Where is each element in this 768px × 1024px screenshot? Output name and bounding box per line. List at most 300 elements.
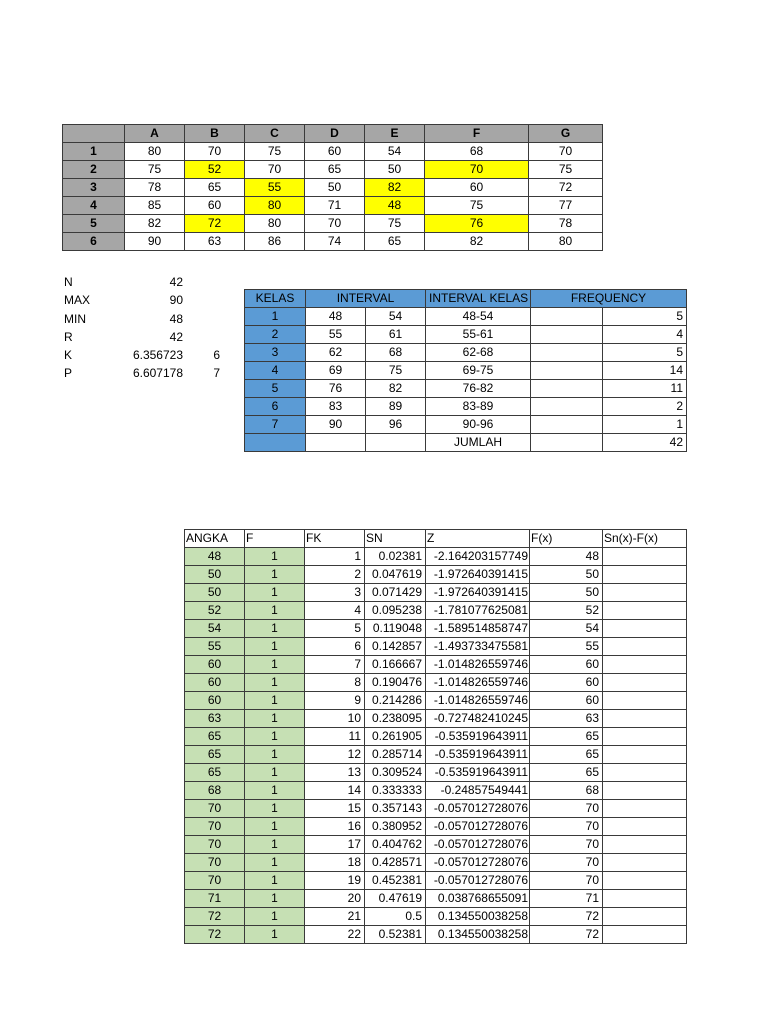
interval-kelas-cell: 55-61: [426, 326, 531, 344]
f-cell: 1: [245, 872, 305, 890]
interval-kelas-cell: 83-89: [426, 398, 531, 416]
column-header: F(x): [530, 530, 603, 548]
table-row: [185, 764, 687, 782]
table-row: [245, 326, 687, 344]
data-cell: 78: [125, 179, 185, 197]
angka-cell: 65: [185, 728, 245, 746]
data-cell: 78: [529, 215, 603, 233]
empty-cell: [531, 344, 603, 362]
angka-cell: 52: [185, 602, 245, 620]
f-cell: 1: [245, 620, 305, 638]
column-header: B: [185, 125, 245, 143]
stat-value: 48: [169, 311, 183, 326]
z-cell: -1.014826559746: [426, 674, 530, 692]
column-header: [63, 125, 125, 143]
z-cell: -0.057012728076: [426, 800, 530, 818]
f-cell: 1: [245, 548, 305, 566]
data-cell: 50: [365, 161, 425, 179]
interval-high-cell: 68: [366, 344, 426, 362]
data-cell: 82: [125, 215, 185, 233]
table-row: [185, 692, 687, 710]
data-cell: 75: [425, 197, 529, 215]
data-cell: 70: [529, 143, 603, 161]
table-row: [63, 143, 603, 161]
difference-cell: [603, 908, 687, 926]
fx-cell: 70: [530, 836, 603, 854]
data-cell: 54: [365, 143, 425, 161]
difference-cell: [603, 674, 687, 692]
data-cell: 85: [125, 197, 185, 215]
data-cell: 60: [305, 143, 365, 161]
angka-cell: 72: [185, 908, 245, 926]
row-header: 1: [63, 143, 125, 161]
kelas-cell: 4: [245, 362, 306, 380]
data-cell: 75: [125, 161, 185, 179]
angka-cell: 50: [185, 584, 245, 602]
angka-cell: 70: [185, 836, 245, 854]
data-cell: 60: [425, 179, 529, 197]
angka-cell: 65: [185, 746, 245, 764]
empty-cell: [531, 362, 603, 380]
interval-kelas-cell: 48-54: [426, 308, 531, 326]
fk-cell: 13: [305, 764, 365, 782]
data-cell: 55: [245, 179, 305, 197]
data-cell: 75: [245, 143, 305, 161]
fx-cell: 68: [530, 782, 603, 800]
table-row: [185, 746, 687, 764]
fk-cell: 16: [305, 818, 365, 836]
kelas-cell: 2: [245, 326, 306, 344]
data-cell: 68: [425, 143, 529, 161]
fk-cell: 20: [305, 890, 365, 908]
data-cell: 60: [185, 197, 245, 215]
data-cell: 77: [529, 197, 603, 215]
fx-cell: 54: [530, 620, 603, 638]
data-grid-table: [62, 124, 603, 251]
f-cell: 1: [245, 836, 305, 854]
data-cell: 86: [245, 233, 305, 251]
table-row: [245, 308, 687, 326]
table-row: [245, 380, 687, 398]
interval-high-cell: 82: [366, 380, 426, 398]
table-row: [245, 344, 687, 362]
row-header: 4: [63, 197, 125, 215]
kelas-cell: 1: [245, 308, 306, 326]
fx-cell: 60: [530, 656, 603, 674]
table-row: [185, 710, 687, 728]
z-cell: -1.589514858747: [426, 620, 530, 638]
f-cell: 1: [245, 656, 305, 674]
sn-cell: 0.47619: [365, 890, 426, 908]
interval-low-cell: 76: [306, 380, 366, 398]
f-cell: 1: [245, 602, 305, 620]
difference-cell: [603, 836, 687, 854]
table-row: [185, 548, 687, 566]
fk-cell: 9: [305, 692, 365, 710]
angka-cell: 54: [185, 620, 245, 638]
column-header: A: [125, 125, 185, 143]
fk-cell: 17: [305, 836, 365, 854]
f-cell: 1: [245, 692, 305, 710]
angka-cell: 60: [185, 674, 245, 692]
stat-value: 6.356723: [132, 348, 183, 363]
z-cell: 0.038768655091: [426, 890, 530, 908]
frequency-cell: 5: [603, 308, 687, 326]
fk-cell: 14: [305, 782, 365, 800]
row-header: 6: [63, 233, 125, 251]
z-cell: -1.493733475581: [426, 638, 530, 656]
difference-cell: [603, 746, 687, 764]
column-header: SN: [365, 530, 426, 548]
stat-label: K: [64, 348, 73, 363]
stat-row: [62, 273, 222, 291]
table-row: [185, 872, 687, 890]
data-cell: 70: [425, 161, 529, 179]
fx-cell: 48: [530, 548, 603, 566]
difference-cell: [603, 602, 687, 620]
data-cell: 72: [529, 179, 603, 197]
f-cell: 1: [245, 926, 305, 944]
stat-label: MIN: [64, 311, 86, 326]
difference-cell: [603, 656, 687, 674]
table-row: [185, 890, 687, 908]
summary-statistics: [62, 273, 222, 383]
kelas-header: KELAS: [245, 290, 306, 308]
fx-cell: 71: [530, 890, 603, 908]
kelas-cell: 6: [245, 398, 306, 416]
table-row: [185, 836, 687, 854]
angka-cell: 70: [185, 854, 245, 872]
sn-cell: 0.261905: [365, 728, 426, 746]
sn-cell: 0.142857: [365, 638, 426, 656]
difference-cell: [603, 638, 687, 656]
data-cell: 80: [125, 143, 185, 161]
difference-cell: [603, 872, 687, 890]
sn-cell: 0.428571: [365, 854, 426, 872]
interval-low-cell: 90: [306, 416, 366, 434]
fk-cell: 4: [305, 602, 365, 620]
sn-cell: 0.119048: [365, 620, 426, 638]
fx-cell: 63: [530, 710, 603, 728]
stat-value: 42: [169, 275, 183, 289]
difference-cell: [603, 926, 687, 944]
fk-cell: 2: [305, 566, 365, 584]
f-cell: 1: [245, 908, 305, 926]
fk-cell: 8: [305, 674, 365, 692]
fx-cell: 50: [530, 584, 603, 602]
stat-label: R: [64, 329, 73, 344]
data-cell: 52: [185, 161, 245, 179]
table-row: [185, 728, 687, 746]
empty-cell: [531, 416, 603, 434]
fk-cell: 6: [305, 638, 365, 656]
difference-cell: [603, 818, 687, 836]
table-row: [185, 656, 687, 674]
stat-value: 42: [169, 329, 183, 344]
angka-cell: 60: [185, 656, 245, 674]
angka-cell: 65: [185, 764, 245, 782]
table-row: [63, 233, 603, 251]
data-cell: 80: [245, 197, 305, 215]
column-header: G: [529, 125, 603, 143]
kelas-cell: 5: [245, 380, 306, 398]
row-header: 3: [63, 179, 125, 197]
fx-cell: 65: [530, 746, 603, 764]
data-cell: 82: [365, 179, 425, 197]
kelas-cell: [245, 434, 306, 452]
fk-cell: 15: [305, 800, 365, 818]
empty-cell: [306, 434, 366, 452]
z-cell: 0.134550038258: [426, 926, 530, 944]
f-cell: 1: [245, 638, 305, 656]
column-header: E: [365, 125, 425, 143]
frequency-cell: 2: [603, 398, 687, 416]
difference-cell: [603, 584, 687, 602]
stat-row: [62, 364, 222, 382]
stat-row: [62, 346, 222, 364]
table-row: [185, 620, 687, 638]
column-header: F: [245, 530, 305, 548]
z-cell: -0.057012728076: [426, 836, 530, 854]
f-cell: 1: [245, 710, 305, 728]
f-cell: 1: [245, 674, 305, 692]
fx-cell: 70: [530, 854, 603, 872]
data-cell: 75: [529, 161, 603, 179]
difference-cell: [603, 890, 687, 908]
frequency-table: [244, 289, 687, 452]
f-cell: 1: [245, 764, 305, 782]
f-cell: 1: [245, 566, 305, 584]
z-cell: -1.014826559746: [426, 656, 530, 674]
angka-cell: 72: [185, 926, 245, 944]
interval-kelas-cell: 76-82: [426, 380, 531, 398]
empty-cell: [531, 308, 603, 326]
header-row: [63, 125, 603, 143]
row-header: 2: [63, 161, 125, 179]
fx-cell: 70: [530, 872, 603, 890]
data-cell: 50: [305, 179, 365, 197]
data-cell: 65: [185, 179, 245, 197]
difference-cell: [603, 548, 687, 566]
fk-cell: 1: [305, 548, 365, 566]
f-cell: 1: [245, 818, 305, 836]
total-row: [245, 434, 687, 452]
sn-cell: 0.238095: [365, 710, 426, 728]
interval-header: INTERVAL: [306, 290, 426, 308]
z-cell: -0.24857549441: [426, 782, 530, 800]
table-row: [185, 584, 687, 602]
table-row: [185, 818, 687, 836]
data-cell: 74: [305, 233, 365, 251]
angka-cell: 68: [185, 782, 245, 800]
column-header: ANGKA: [185, 530, 245, 548]
fk-cell: 10: [305, 710, 365, 728]
kelas-cell: 3: [245, 344, 306, 362]
z-cell: 0.134550038258: [426, 908, 530, 926]
column-header: D: [305, 125, 365, 143]
fk-cell: 7: [305, 656, 365, 674]
difference-cell: [603, 692, 687, 710]
fk-cell: 19: [305, 872, 365, 890]
table-row: [63, 197, 603, 215]
data-cell: 90: [125, 233, 185, 251]
stat-label: MAX: [64, 293, 91, 308]
interval-kelas-cell: 62-68: [426, 344, 531, 362]
data-cell: 82: [425, 233, 529, 251]
header-row: [185, 530, 687, 548]
column-header: Z: [426, 530, 530, 548]
frequency-cell: 1: [603, 416, 687, 434]
data-cell: 63: [185, 233, 245, 251]
f-cell: 1: [245, 854, 305, 872]
data-cell: 71: [305, 197, 365, 215]
z-cell: -0.057012728076: [426, 854, 530, 872]
stat-row: [62, 328, 222, 346]
fk-cell: 18: [305, 854, 365, 872]
z-cell: -1.781077625081: [426, 602, 530, 620]
data-cell: 70: [185, 143, 245, 161]
empty-cell: [531, 326, 603, 344]
table-row: [185, 800, 687, 818]
f-cell: 1: [245, 728, 305, 746]
data-cell: 72: [185, 215, 245, 233]
interval-low-cell: 69: [306, 362, 366, 380]
difference-cell: [603, 566, 687, 584]
fx-cell: 72: [530, 908, 603, 926]
z-cell: -0.057012728076: [426, 818, 530, 836]
table-row: [185, 674, 687, 692]
angka-cell: 60: [185, 692, 245, 710]
sn-cell: 0.5: [365, 908, 426, 926]
frequency-cell: 11: [603, 380, 687, 398]
sn-cell: 0.52381: [365, 926, 426, 944]
angka-cell: 48: [185, 548, 245, 566]
sn-cell: 0.357143: [365, 800, 426, 818]
angka-cell: 63: [185, 710, 245, 728]
table-row: [185, 566, 687, 584]
data-cell: 76: [425, 215, 529, 233]
table-row: [185, 638, 687, 656]
sn-cell: 0.285714: [365, 746, 426, 764]
difference-cell: [603, 728, 687, 746]
z-cell: -0.535919643911: [426, 746, 530, 764]
difference-cell: [603, 620, 687, 638]
angka-cell: 50: [185, 566, 245, 584]
empty-cell: [531, 380, 603, 398]
z-cell: -2.164203157749: [426, 548, 530, 566]
data-cell: 75: [365, 215, 425, 233]
interval-kelas-cell: 90-96: [426, 416, 531, 434]
stat-row: [62, 310, 222, 328]
stat-value: 6.607178: [132, 366, 183, 381]
table-row: [245, 362, 687, 380]
sn-cell: 0.095238: [365, 602, 426, 620]
frequency-cell: 4: [603, 326, 687, 344]
interval-kelas-header: INTERVAL KELAS: [426, 290, 531, 308]
difference-cell: [603, 800, 687, 818]
fx-cell: 65: [530, 764, 603, 782]
fk-cell: 11: [305, 728, 365, 746]
table-row: [185, 908, 687, 926]
table-row: [245, 416, 687, 434]
fx-cell: 65: [530, 728, 603, 746]
difference-cell: [603, 854, 687, 872]
z-cell: -1.014826559746: [426, 692, 530, 710]
f-cell: 1: [245, 782, 305, 800]
fx-cell: 72: [530, 926, 603, 944]
f-cell: 1: [245, 890, 305, 908]
data-cell: 80: [529, 233, 603, 251]
z-cell: -0.057012728076: [426, 872, 530, 890]
sn-cell: 0.047619: [365, 566, 426, 584]
header-row: [245, 290, 687, 308]
frequency-cell: 14: [603, 362, 687, 380]
fx-cell: 70: [530, 800, 603, 818]
difference-cell: [603, 710, 687, 728]
data-cell: 65: [365, 233, 425, 251]
column-header: C: [245, 125, 305, 143]
total-label: JUMLAH: [426, 434, 531, 452]
interval-high-cell: 54: [366, 308, 426, 326]
data-cell: 70: [245, 161, 305, 179]
fx-cell: 50: [530, 566, 603, 584]
table-row: [63, 215, 603, 233]
sn-cell: 0.309524: [365, 764, 426, 782]
table-row: [185, 602, 687, 620]
empty-cell: [531, 434, 603, 452]
sn-cell: 0.190476: [365, 674, 426, 692]
angka-cell: 70: [185, 872, 245, 890]
data-cell: 70: [305, 215, 365, 233]
interval-high-cell: 96: [366, 416, 426, 434]
z-cell: -1.972640391415: [426, 584, 530, 602]
angka-cell: 55: [185, 638, 245, 656]
sn-cell: 0.404762: [365, 836, 426, 854]
stat-label: N: [64, 275, 73, 289]
interval-low-cell: 48: [306, 308, 366, 326]
f-cell: 1: [245, 800, 305, 818]
z-cell: -0.535919643911: [426, 728, 530, 746]
interval-high-cell: 89: [366, 398, 426, 416]
interval-low-cell: 83: [306, 398, 366, 416]
z-cell: -0.535919643911: [426, 764, 530, 782]
interval-kelas-cell: 69-75: [426, 362, 531, 380]
fk-cell: 21: [305, 908, 365, 926]
stat-label: P: [64, 366, 73, 381]
column-header: F: [425, 125, 529, 143]
fk-cell: 5: [305, 620, 365, 638]
stat-value: 90: [169, 293, 183, 308]
interval-low-cell: 55: [306, 326, 366, 344]
stat-rounded-value: 6: [213, 348, 220, 363]
fk-cell: 12: [305, 746, 365, 764]
difference-cell: [603, 782, 687, 800]
data-cell: 65: [305, 161, 365, 179]
fx-cell: 70: [530, 818, 603, 836]
table-row: [185, 926, 687, 944]
sn-cell: 0.214286: [365, 692, 426, 710]
interval-high-cell: 61: [366, 326, 426, 344]
frequency-cell: 5: [603, 344, 687, 362]
z-cell: -1.972640391415: [426, 566, 530, 584]
normality-test-table: [184, 529, 687, 944]
angka-cell: 70: [185, 818, 245, 836]
table-row: [245, 398, 687, 416]
row-header: 5: [63, 215, 125, 233]
column-header: Sn(x)-F(x): [603, 530, 687, 548]
kelas-cell: 7: [245, 416, 306, 434]
sn-cell: 0.166667: [365, 656, 426, 674]
